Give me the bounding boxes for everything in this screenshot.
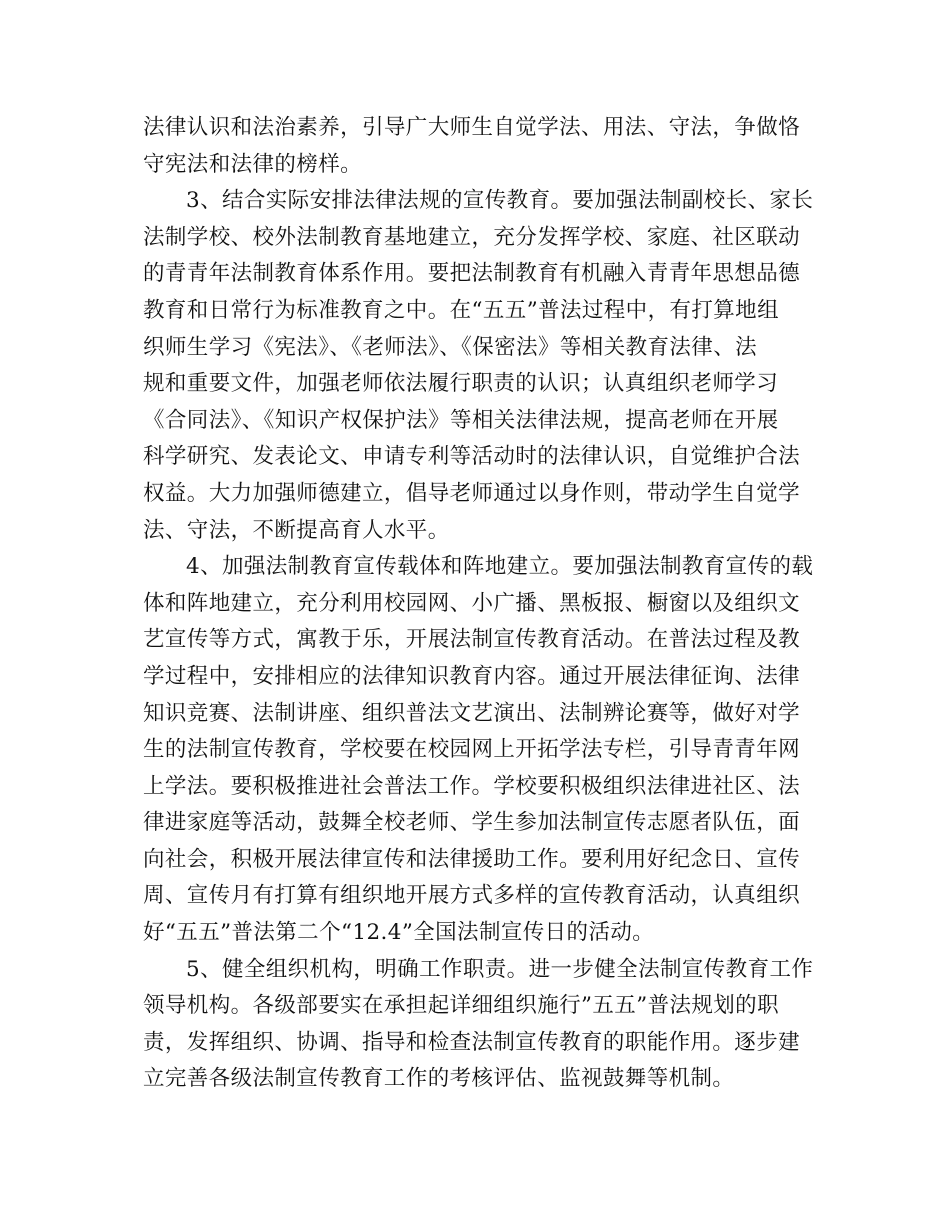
paragraph-continuation — [143, 110, 813, 183]
text-line: 学过程中，安排相应的法律知识教育内容。通过开展法律征询、法律 — [143, 663, 801, 689]
text-line: 5、健全组织机构，明确工作职责。进一步健全法制宣传教育工作 — [186, 956, 814, 982]
text-line: 《合同法》、《知识产权保护法》等相关法律法规，提高老师在开展 — [143, 407, 779, 433]
text-line: 好“五五”普法第二个“12.4”全国法制宣传日的活动。 — [143, 920, 655, 946]
text-line: 权益。大力加强师德建立，倡导老师通过以身作则，带动学生自觉学 — [143, 480, 801, 506]
text-line: 科学研究、发表论文、申请专利等活动时的法律认识，自觉维护合法 — [143, 444, 801, 470]
text-line: 法制学校、校外法制教育基地建立，充分发挥学校、家庭、社区联动 — [143, 224, 801, 250]
text-line: 周、宣传月有打算有组织地开展方式多样的宣传教育活动，认真组织 — [143, 883, 801, 909]
document-page — [143, 110, 813, 1098]
text-line: 教育和日常行为标准教育之中。在“五五”普法过程中，有打算地组 — [143, 297, 779, 323]
text-line: 艺宣传等方式，寓教于乐，开展法制宣传教育活动。在普法过程及教 — [143, 627, 801, 653]
text-line: 领导机构。各级部要实在承担起详细组织施行”五五”普法规划的职 — [143, 993, 779, 1019]
text-line: 上学法。要积极推进社会普法工作。学校要积极组织法律进社区、法 — [143, 773, 801, 799]
text-line: 的青青年法制教育体系作用。要把法制教育有机融入青青年思想品德 — [143, 261, 801, 287]
text-line: 法、守法，不断提高育人水平。 — [143, 517, 450, 543]
text-line: 律进家庭等活动，鼓舞全校老师、学生参加法制宣传志愿者队伍，面 — [143, 810, 801, 836]
text-line: 法律认识和法治素养，引导广大师生自觉学法、用法、守法，争做恪 — [143, 115, 801, 140]
text-line: 知识竞赛、法制讲座、组织普法文艺演出、法制辨论赛等，做好对学 — [143, 700, 801, 726]
text-line: 织师生学习《宪法》、《老师法》、《保密法》等相关教育法律、法 — [143, 334, 758, 360]
text-line: 立完善各级法制宣传教育工作的考核评估、监视鼓舞等机制。 — [143, 1066, 735, 1092]
text-line: 责，发挥组织、协调、指导和检查法制宣传教育的职能作用。逐步建 — [143, 1029, 801, 1055]
text-line: 向社会，积极开展法律宣传和法律援助工作。要利用好纪念日、宣传 — [143, 846, 801, 872]
paragraph-5 — [143, 952, 813, 1098]
text-line: 规和重要文件，加强老师依法履行职责的认识；认真组织老师学习 — [143, 371, 779, 397]
paragraph-3 — [143, 183, 813, 549]
text-line: 3、结合实际安排法律法规的宣传教育。要加强法制副校长、家长 — [186, 188, 814, 214]
text-line: 守宪法和法律的榜样。 — [143, 151, 363, 177]
paragraph-4 — [143, 549, 813, 952]
text-line: 生的法制宣传教育，学校要在校园网上开拓学法专栏，引导青青年网 — [143, 737, 801, 763]
text-line: 体和阵地建立，充分利用校园网、小广播、黑板报、橱窗以及组织文 — [143, 590, 801, 616]
text-line: 4、加强法制教育宣传载体和阵地建立。要加强法制教育宣传的载 — [186, 554, 814, 580]
